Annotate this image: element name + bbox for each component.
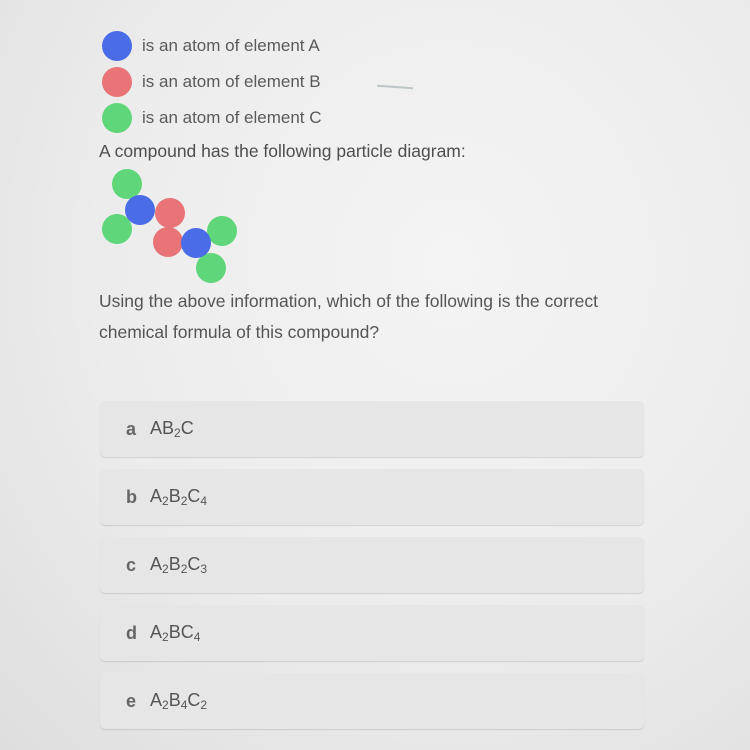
option-formula: $A_2B_2C_4$ <box>150 486 208 508</box>
option-letter: a <box>126 418 137 439</box>
particle-diagram <box>0 0 750 300</box>
atom-a-particle <box>125 195 155 225</box>
option-d[interactable] <box>100 605 644 661</box>
option-letter: b <box>126 486 137 507</box>
option-b[interactable] <box>100 469 644 525</box>
atom-b-particle <box>155 198 185 228</box>
option-a[interactable] <box>100 401 644 457</box>
atom-c-particle <box>207 216 237 246</box>
option-formula: $AB_2C$ <box>150 418 194 440</box>
option-e[interactable] <box>100 673 644 729</box>
atom-c-particle <box>102 214 132 244</box>
atom-a-particle <box>181 228 211 258</box>
option-letter: d <box>126 622 137 643</box>
legend-label-b: is an atom of element B <box>142 72 321 91</box>
option-letter: c <box>126 554 137 575</box>
diagram-intro-text: A compound has the following particle diagram: <box>99 141 466 161</box>
legend-label-c: is an atom of element C <box>142 108 322 127</box>
atom-c-particle <box>112 169 142 199</box>
legend-label-a: is an atom of element A <box>142 36 320 55</box>
option-letter: e <box>126 690 137 711</box>
atom-c-particle <box>196 253 226 283</box>
question-text: Using the above information, which of the following is the correct chemical formula of this compound? <box>99 291 599 342</box>
atom-b-particle <box>153 227 183 257</box>
option-c[interactable] <box>100 537 644 593</box>
option-formula: $A_2B_4C_2$ <box>150 690 208 712</box>
option-formula: $A_2B_2C_3$ <box>150 554 208 576</box>
option-formula: $A_2BC_4$ <box>150 622 201 644</box>
